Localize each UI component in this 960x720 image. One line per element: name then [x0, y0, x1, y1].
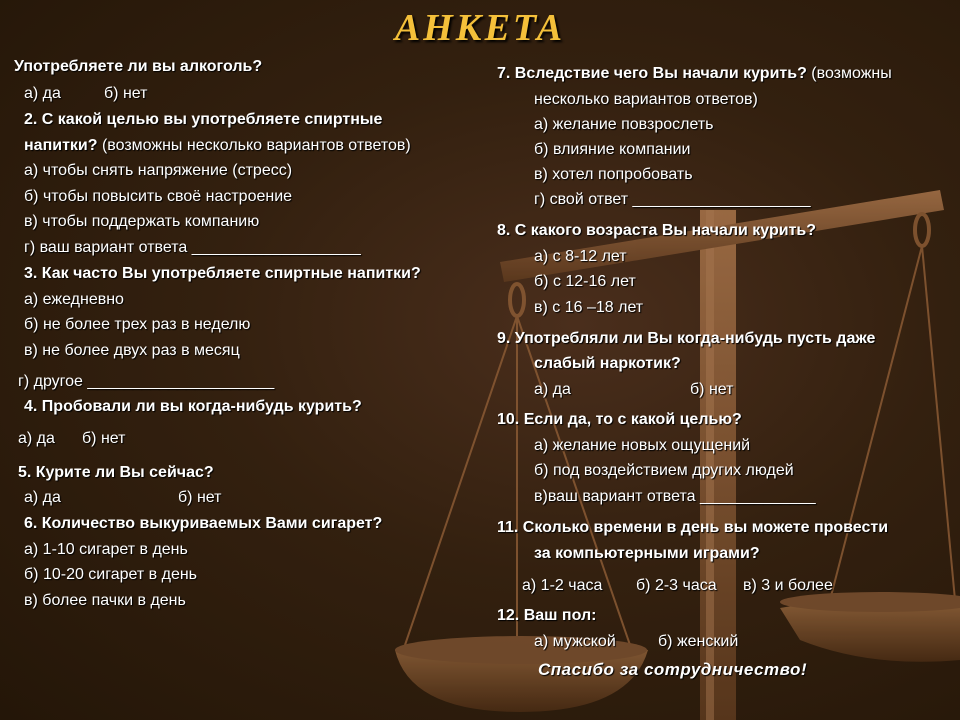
answer-6b: б) 10-20 сигарет в день: [24, 566, 198, 583]
question-2: 2. С какой целью вы употребляете спиртные: [24, 111, 383, 128]
answer-6c: в) более пачки в день: [24, 592, 186, 609]
answer-3d: г) другое _____________________: [18, 373, 275, 390]
answer-10c: в)ваш вариант ответа _____________: [534, 488, 816, 505]
question-2-line2: [24, 136, 411, 155]
answer-4b: б) нет: [82, 430, 126, 447]
answer-4a: а) да: [18, 430, 55, 447]
answer-6a: а) 1-10 сигарет в день: [24, 541, 188, 558]
answer-7c: в) хотел попробовать: [534, 166, 693, 183]
answer-1a: а) да: [24, 85, 61, 102]
answer-12a: а) мужской: [534, 633, 616, 650]
question-5: 5. Курите ли Вы сейчас?: [18, 464, 214, 481]
question-11: 11. Сколько времени в день вы можете провести: [497, 519, 889, 536]
answer-11c: в) 3 и более: [743, 577, 833, 594]
answer-2b: б) чтобы повысить своё настроение: [24, 188, 293, 205]
question-10: 10. Если да, то с какой целью?: [497, 411, 742, 428]
page-title: АНКЕТА: [394, 7, 566, 49]
question-8: 8. С какого возраста Вы начали курить?: [497, 222, 817, 239]
answer-8a: а) с 8-12 лет: [534, 248, 627, 265]
question-3: 3. Как часто Вы употребляете спиртные напитки?: [24, 265, 421, 282]
answer-7d: г) свой ответ ____________________: [534, 191, 811, 208]
answer-7a: а) желание повзрослеть: [534, 116, 714, 133]
answer-8b: б) с 12-16 лет: [534, 273, 636, 290]
answer-2d: г) ваш вариант ответа ___________________: [24, 239, 361, 256]
answer-2a: а) чтобы снять напряжение (стресс): [24, 162, 293, 179]
question-2-cont: напитки?: [24, 137, 98, 154]
answer-9b: б) нет: [690, 381, 734, 398]
answer-10a: а) желание новых ощущений: [534, 437, 751, 454]
answer-5b: б) нет: [178, 489, 222, 506]
answer-1b: б) нет: [104, 85, 148, 102]
answer-5a: а) да: [24, 489, 61, 506]
question-1: Употребляете ли вы алкоголь?: [14, 58, 263, 75]
answer-10b: б) под воздействием других людей: [534, 462, 794, 479]
answer-8c: в) с 16 –18 лет: [534, 299, 644, 316]
question-9-line2: слабый наркотик?: [534, 355, 681, 372]
answer-3c: в) не более двух раз в месяц: [24, 342, 240, 359]
answer-3a: а) ежедневно: [24, 291, 124, 308]
answer-9a: а) да: [534, 381, 571, 398]
question-9: 9. Употребляли ли Вы когда-нибудь пусть даже: [497, 330, 876, 347]
question-12: 12. Ваш пол:: [497, 607, 597, 624]
question-2-note: (возможны несколько вариантов ответов): [97, 137, 411, 154]
question-7: [497, 64, 892, 83]
answer-11b: б) 2-3 часа: [636, 577, 717, 594]
answer-12b: б) женский: [658, 633, 739, 650]
question-7-note-line2: несколько вариантов ответов): [534, 91, 758, 108]
answer-2c: в) чтобы поддержать компанию: [24, 213, 260, 230]
answer-3b: б) не более трех раз в неделю: [24, 316, 251, 333]
question-11-line2: за компьютерными играми?: [534, 545, 760, 562]
question-7-note: (возможны: [806, 65, 892, 82]
question-4: 4. Пробовали ли вы когда-нибудь курить?: [24, 398, 362, 415]
question-6: 6. Количество выкуриваемых Вами сигарет?: [24, 515, 383, 532]
question-7-text: 7. Вследствие чего Вы начали курить?: [497, 65, 807, 82]
thanks-message: Спасибо за сотрудничество!: [538, 660, 807, 679]
answer-11a: а) 1-2 часа: [522, 577, 603, 594]
answer-7b: б) влияние компании: [534, 141, 691, 158]
